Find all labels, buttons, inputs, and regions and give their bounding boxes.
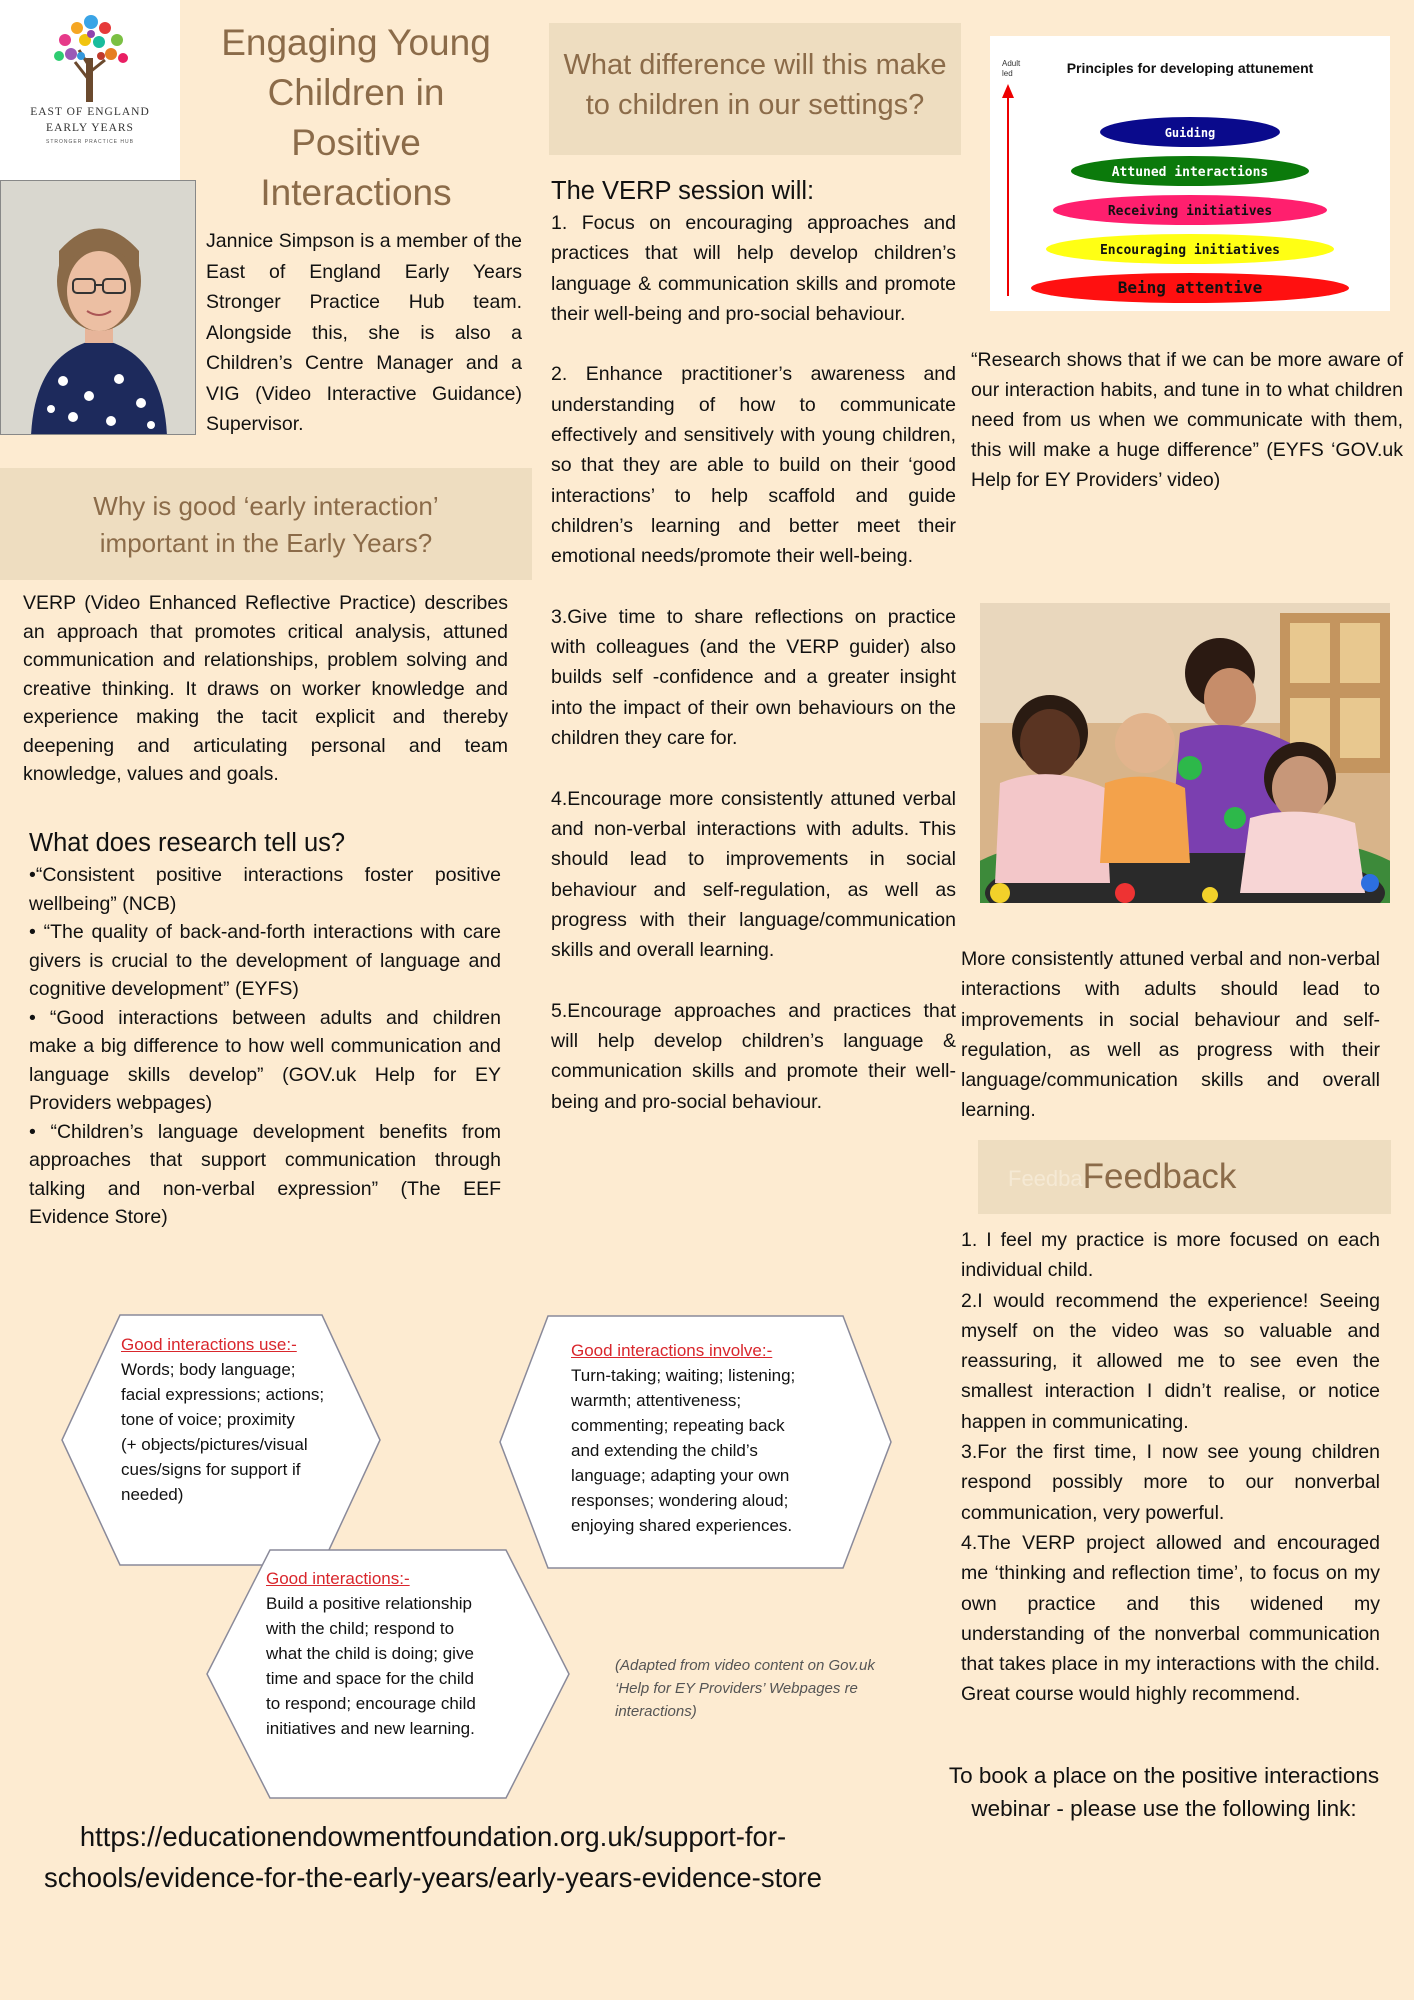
presenter-bio: Jannice Simpson is a member of the East of England Early Years Stronger Practice Hub team. Alongside this, she is also a Children’s Centre Manager and a VIG (Video Interactive Guidance) Supervisor. xyxy=(206,230,522,435)
session-heading: The VERP session will: xyxy=(551,177,815,205)
booking-text: To book a place on the positive interactions webinar - please use the following link: xyxy=(948,1763,1380,1821)
hub-logo xyxy=(0,0,180,180)
session-item: 1. Focus on encouraging approaches and practices that will help develop children’s language & communication skills and promote their well-being and pro-social behaviour. xyxy=(551,212,956,325)
research-quote: “Research shows that if we can be more aware of our interaction habits, and tune in to what children need from us when we communicate with them, this will make a huge difference” (EYFS ‘GOV.uk Help for EY Providers’ video) xyxy=(971,349,1403,491)
axis-label-line-1: Adult xyxy=(1002,59,1021,68)
children-playing-photo xyxy=(980,603,1390,903)
presenter-portrait-image xyxy=(1,181,196,435)
session-item: 5.Encourage approaches and practices that will help develop children’s language & communication skills and promote their well-being and pro-social behaviour. xyxy=(551,999,956,1113)
feedback-heading-box xyxy=(978,1140,1391,1214)
hexagon-involve-line: warmth; attentiveness; xyxy=(571,1391,742,1410)
consistent-interactions-text: More consistently attuned verbal and non-verbal interactions with adults should lead to improvements in social behaviour and self-regulation, as well as progress with their language/communication skills and overall learning. xyxy=(961,948,1380,1122)
hexagon-involve-line: Turn-taking; waiting; listening; xyxy=(571,1366,796,1385)
feedback-ghost-text: Feedba xyxy=(1008,1165,1083,1191)
session-item: 3.Give time to share reflections on practice with colleagues (and the VERP guider) also builds self -confidence and a greater insight into the impact of their own behaviours on the children they care for. xyxy=(551,605,956,750)
hexagon-use-line: (+ objects/pictures/visual xyxy=(121,1435,308,1454)
axis-label-line-2: led xyxy=(1002,69,1013,78)
feedback-list xyxy=(961,1225,1380,1710)
hexagon-good-line: what the child is doing; give xyxy=(266,1644,474,1663)
hexagon-use-title: Good interactions use:- xyxy=(121,1335,297,1354)
hexagon-good-line: to respond; encourage child xyxy=(266,1694,476,1713)
hexagon-good-line: with the child; respond to xyxy=(266,1619,455,1638)
children-playing-image xyxy=(980,603,1390,903)
hexagon-use-line: facial expressions; actions; xyxy=(121,1385,325,1404)
session-item: 2. Enhance practitioner’s awareness and understanding of how to communicate effectively and sensitively with young children, so that they are able to build on their ‘good interactions’ to help scaffold and guide children’s learning and better meet their emotional needs/promote their well-being. xyxy=(551,363,956,568)
feedback-item: 1. I feel my practice is more focused on each individual child. xyxy=(961,1229,1380,1282)
attunement-title: Principles for developing attunement xyxy=(1066,60,1314,76)
feedback-item: 4.The VERP project allowed and encouraged me ‘thinking and reflection time’, to focus on my own practice and this widened my understanding of the nonverbal communication that takes place in my interactions with the child. Great course would highly recommend. xyxy=(961,1531,1380,1706)
evidence-store-link[interactable]: https://educationendowmentfoundation.org.uk/support-for-schools/evidence-for-the-early-years/early-years-evidence-store xyxy=(44,1821,822,1893)
hexagon-involve xyxy=(571,1338,851,1538)
feedback-item: 3.For the first time, I now see young children respond possibly more to our nonverbal communication, very powerful. xyxy=(961,1441,1380,1524)
tree-logo-icon xyxy=(45,10,135,105)
attunement-svg xyxy=(990,36,1390,311)
logo-line-2: EARLY YEARS xyxy=(46,122,134,134)
research-heading: What does research tell us? xyxy=(29,829,346,857)
adapted-source-note: (Adapted from video content on Gov.uk ‘Help for EY Providers’ Webpages re interactions) xyxy=(615,1657,875,1720)
attunement-diagram xyxy=(990,36,1390,311)
logo-line-3: STRONGER PRACTICE HUB xyxy=(46,139,134,145)
research-list xyxy=(29,861,501,1232)
hexagon-good-line: initiatives and new learning. xyxy=(266,1719,475,1738)
page-title: Engaging Young Children in Positive Interactions xyxy=(221,22,491,213)
attunement-level-label: Attuned interactions xyxy=(1111,165,1269,180)
hexagon-good-line: time and space for the child xyxy=(266,1669,474,1688)
session-list xyxy=(551,208,956,1147)
hexagon-involve-line: and extending the child’s xyxy=(571,1441,758,1460)
hexagon-involve-line: commenting; repeating back xyxy=(571,1416,785,1435)
attunement-level-label: Being attentive xyxy=(1117,278,1263,297)
session-item: 4.Encourage more consistently attuned verbal and non-verbal interactions with adults. This should lead to improvements in social behaviour and self-regulation, as well as progress with their language/communication skills and overall learning. xyxy=(551,787,956,962)
attunement-level-label: Encouraging initiatives xyxy=(1099,243,1281,258)
hexagon-good xyxy=(266,1566,526,1741)
attunement-level-label: Receiving initiatives xyxy=(1107,204,1273,219)
hexagon-use-line: Words; body language; xyxy=(121,1360,296,1379)
why-heading-line-2: important in the Early Years? xyxy=(99,528,433,558)
research-item: • “Children’s language development benefits from approaches that support communication through talking and non-verbal expression” (The EEF Evidence Store) xyxy=(29,1120,501,1228)
hexagon-use-line: tone of voice; proximity xyxy=(121,1410,295,1429)
hexagon-involve-line: language; adapting your own xyxy=(571,1466,790,1485)
research-item: • “Good interactions between adults and children make a big difference to how well communication and language skills develop” (GOV.uk Help for EY Providers webpages) xyxy=(29,1006,501,1114)
hexagon-use-line: cues/signs for support if xyxy=(121,1460,301,1479)
hexagon-involve-line: enjoying shared experiences. xyxy=(571,1516,793,1535)
adult-led-arrow-head xyxy=(1002,84,1014,98)
attunement-level-label: Guiding xyxy=(1164,126,1216,140)
feedback-heading: Feedback xyxy=(1082,1157,1237,1196)
logo-line-1: EAST OF ENGLAND xyxy=(30,106,150,118)
hexagon-use xyxy=(121,1332,351,1507)
hexagon-involve-title: Good interactions involve:- xyxy=(571,1341,773,1360)
hexagon-use-line: needed) xyxy=(121,1485,184,1504)
hexagon-good-title: Good interactions:- xyxy=(266,1569,410,1588)
hexagon-involve-line: responses; wondering aloud; xyxy=(571,1491,789,1510)
feedback-item: 2.I would recommend the experience! Seeing myself on the video was so valuable and reassuring, it allowed me to see even the smallest interaction I didn’t realise, or notice happen in communicating. xyxy=(961,1289,1380,1433)
research-item: •“Consistent positive interactions foster positive wellbeing” (NCB) xyxy=(29,864,501,915)
difference-heading-box xyxy=(549,23,961,155)
presenter-photo xyxy=(0,180,196,435)
difference-heading-line-2: to children in our settings? xyxy=(585,89,925,121)
hexagon-good-line: Build a positive relationship xyxy=(266,1594,473,1613)
difference-heading-line-1: What difference will this make xyxy=(563,49,947,81)
verp-description: VERP (Video Enhanced Reflective Practice) describes an approach that promotes critical analysis, attuned communication and relationships, problem solving and creative thinking. It draws on worker knowledge and experience making the tacit explicit and thereby deepening and articulating personal and team knowledge, values and goals. xyxy=(23,592,508,785)
why-heading-box xyxy=(0,468,532,580)
research-item: • “The quality of back-and-forth interactions with care givers is crucial to the development of language and cognitive development” (EYFS) xyxy=(29,921,501,1000)
why-heading-line-1: Why is good ‘early interaction’ xyxy=(93,491,439,521)
